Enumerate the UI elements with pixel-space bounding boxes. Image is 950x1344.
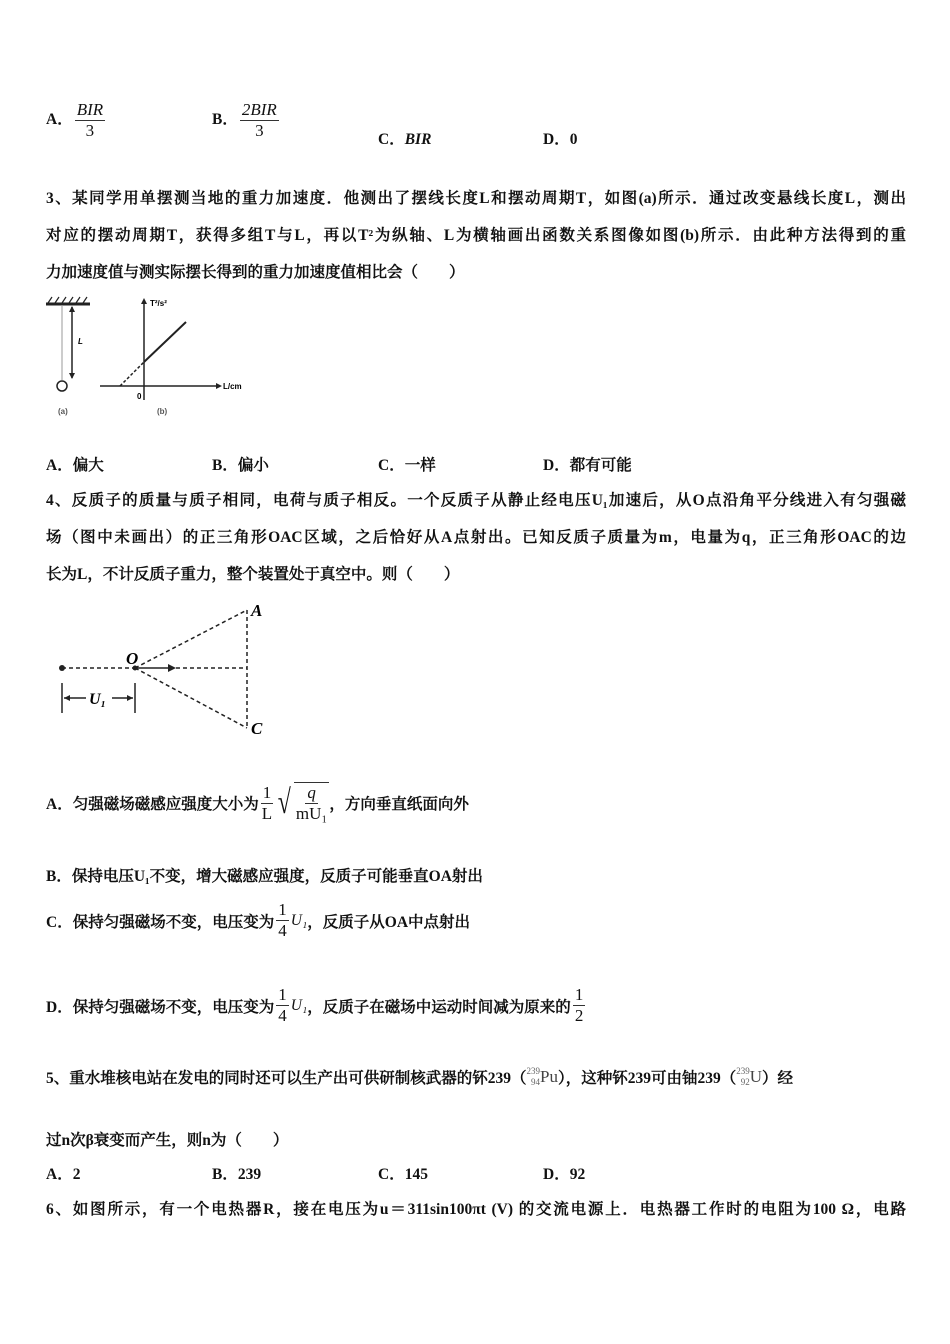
fraction bbox=[276, 985, 289, 1026]
q5-option-a: A．2 bbox=[46, 1166, 81, 1183]
q5-option-d: D．92 bbox=[543, 1166, 586, 1183]
voltage-symbol: U₁ bbox=[290, 996, 308, 1014]
fraction bbox=[240, 100, 279, 141]
option-value: BIR bbox=[404, 131, 432, 148]
denominator: 4 bbox=[278, 921, 287, 940]
point-c-label: C bbox=[251, 719, 263, 738]
denominator: 2 bbox=[574, 1006, 584, 1025]
q3-line-1: 3、某同学用单摆测当地的重力加速度．他测出了摆线长度L和摆动周期T，如图(a)所示．通过改变悬线长度L，测出 bbox=[46, 190, 906, 207]
q2-option-b bbox=[212, 100, 281, 141]
option-value: 0 bbox=[569, 131, 578, 148]
numerator: q bbox=[307, 783, 316, 802]
q3-option-a: A．偏大 bbox=[46, 457, 104, 474]
caption-b: (b) bbox=[157, 407, 168, 416]
q3-line-3: 力加速度值与测实际摆长得到的重力加速度值相比会（ ） bbox=[46, 264, 465, 281]
q4-option-b: B．保持电压U₁不变，增大磁感应强度，反质子可能垂直OA射出 bbox=[46, 868, 483, 885]
option-text: D．保持匀强磁场不变，电压变为 bbox=[46, 998, 275, 1016]
q3-option-c: C．一样 bbox=[378, 457, 436, 474]
mass-number: 239 bbox=[526, 1066, 541, 1076]
numerator: 2BIR bbox=[241, 100, 277, 119]
q3-option-d: D．都有可能 bbox=[543, 457, 632, 474]
fraction bbox=[261, 783, 274, 824]
q2-option-d bbox=[543, 127, 577, 149]
x-axis-label: L/cm bbox=[223, 382, 242, 391]
atomic-number: 92 bbox=[740, 1077, 750, 1087]
point-a-label: A bbox=[251, 601, 263, 620]
element-symbol: Pu bbox=[540, 1067, 558, 1086]
pendulum-diagram bbox=[46, 297, 90, 416]
q4-figure bbox=[50, 598, 280, 743]
q4-option-c bbox=[46, 900, 470, 941]
question-text: ）经 bbox=[762, 1070, 794, 1087]
graph-diagram bbox=[100, 298, 242, 416]
q3-figure bbox=[40, 292, 260, 422]
q3-option-b: B．偏小 bbox=[212, 457, 269, 474]
option-text: A．匀强磁场磁感应强度大小为 bbox=[46, 796, 259, 813]
fraction bbox=[276, 900, 289, 941]
denominator: mU₁ bbox=[295, 804, 328, 823]
q4-line-1: 4、反质子的质量与质子相同，电荷与质子相反。一个反质子从静止经电压U₁加速后，从O点沿角平分线进入有匀强磁 bbox=[46, 492, 906, 509]
denominator: 4 bbox=[278, 1006, 287, 1025]
length-label: L bbox=[78, 337, 83, 346]
question-text: ），这种钚239可由铀239（ bbox=[557, 1070, 737, 1087]
element-symbol: U bbox=[749, 1067, 763, 1086]
q2-option-c bbox=[378, 127, 431, 149]
voltage-u1-label: U₁ bbox=[89, 691, 107, 708]
origin-label: 0 bbox=[137, 392, 142, 401]
fraction bbox=[75, 100, 105, 141]
numerator: 1 bbox=[262, 782, 272, 802]
q5-option-c: C．145 bbox=[378, 1166, 428, 1183]
numerator: BIR bbox=[76, 100, 104, 119]
point-o-label: O bbox=[126, 649, 139, 668]
option-label: D． bbox=[543, 131, 570, 148]
q5-line-1 bbox=[46, 1066, 793, 1088]
numerator: 1 bbox=[278, 900, 287, 919]
q4-option-d bbox=[46, 985, 587, 1026]
q3-line-2: 对应的摆动周期T，获得多组T与L，再以T²为纵轴、L为横轴画出函数关系图像如图(b)所示．由此种方法得到的重 bbox=[46, 227, 906, 244]
caption-a: (a) bbox=[58, 407, 68, 416]
option-label: A． bbox=[46, 111, 73, 129]
q4-line-2: 场（图中未画出）的正三角形OAC区域，之后恰好从A点射出。已知反质子质量为m，电量为q，正三角形OAC的边 bbox=[46, 529, 906, 546]
y-axis-label: T²/s² bbox=[150, 299, 167, 308]
q2-option-a bbox=[46, 100, 107, 141]
mass-number: 239 bbox=[736, 1066, 750, 1076]
voltage-symbol: U₁ bbox=[290, 911, 308, 929]
q5-line-2: 过n次β衰变而产生，则n为（ ） bbox=[46, 1132, 289, 1149]
q6-line-1: 6、如图所示，有一个电热器R，接在电压为u＝311sin100πt (V) 的交流电源上．电热器工作时的电阻为100 Ω，电路 bbox=[46, 1201, 906, 1218]
numerator: 1 bbox=[278, 985, 287, 1004]
atomic-number: 94 bbox=[531, 1077, 541, 1087]
square-root: √ $\frac{q}{\text{mU₁}}$ bbox=[278, 783, 328, 823]
plutonium-nuclide bbox=[527, 1066, 558, 1088]
option-text: ，反质子在磁场中运动时间减为原来的 bbox=[307, 998, 571, 1016]
option-text: ，方向垂直纸面向外 bbox=[329, 796, 469, 813]
fraction bbox=[573, 985, 586, 1026]
denominator: 3 bbox=[255, 121, 264, 140]
q4-option-a bbox=[46, 782, 469, 824]
denominator: 3 bbox=[85, 121, 95, 140]
question-text: 5、重水堆核电站在发电的同时还可以生产出可供研制核武器的钚239（ bbox=[46, 1070, 527, 1087]
option-label: B． bbox=[212, 111, 238, 129]
q4-line-3: 长为L，不计反质子重力，整个装置处于真空中。则（ ） bbox=[46, 566, 460, 583]
option-text: C．保持匀强磁场不变，电压变为 bbox=[46, 913, 275, 931]
denominator: L bbox=[261, 803, 273, 823]
uranium-nuclide bbox=[736, 1066, 762, 1088]
q5-option-b: B．239 bbox=[212, 1166, 262, 1183]
option-text: ，反质子从OA中点射出 bbox=[307, 913, 471, 931]
option-label: C． bbox=[378, 131, 405, 148]
numerator: 1 bbox=[574, 985, 584, 1004]
